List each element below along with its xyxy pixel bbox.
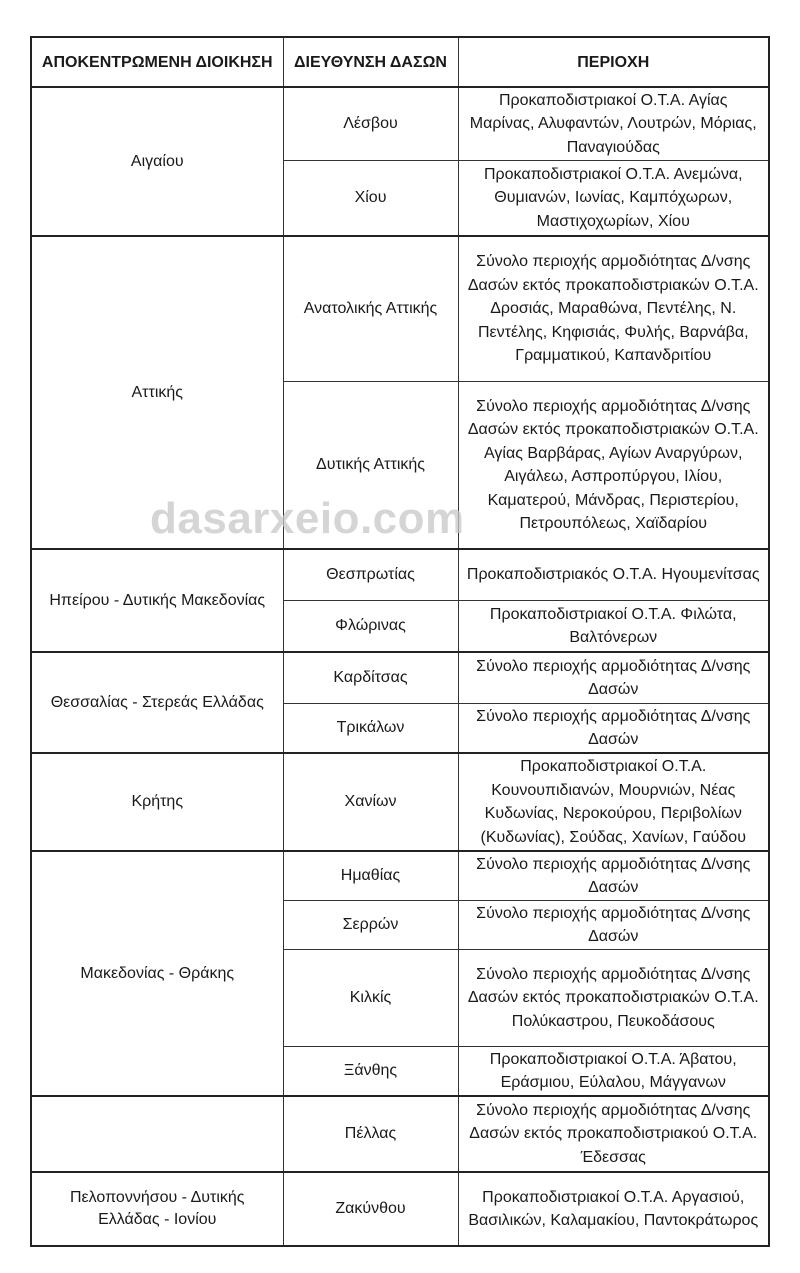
area-cell: Σύνολο περιοχής αρμοδιότητας Δ/νσης Δασών εκτός προκαποδιστριακού Ο.Τ.Α. Έδεσσας (458, 1096, 769, 1172)
header-row (31, 37, 769, 87)
forest-directorates-table (30, 36, 770, 1247)
directorate-cell: Ζακύνθου (283, 1172, 458, 1246)
table-row (31, 652, 769, 704)
directorate-cell: Τρικάλων (283, 704, 458, 754)
area-cell: Προκαποδιστριακοί Ο.Τ.Α. Φιλώτα, Βαλτόνερων (458, 601, 769, 653)
table-row (31, 549, 769, 601)
directorate-cell: Ημαθίας (283, 851, 458, 901)
admin-cell: Αιγαίου (31, 87, 283, 236)
directorate-cell: Θεσπρωτίας (283, 549, 458, 601)
directorate-cell: Δυτικής Αττικής (283, 382, 458, 550)
watermark: dasarxeio.com (150, 494, 465, 543)
table-body (31, 87, 769, 1246)
table-row (31, 851, 769, 901)
directorate-cell: Χίου (283, 161, 458, 237)
header-area: ΠΕΡΙΟΧΗ (458, 37, 769, 87)
area-cell: Σύνολο περιοχής αρμοδιότητας Δ/νσης Δασών (458, 851, 769, 901)
table-row (31, 1096, 769, 1172)
header-directorate: ΔΙΕΥΘΥΝΣΗ ΔΑΣΩΝ (283, 37, 458, 87)
area-cell: Προκαποδιστριακοί Ο.Τ.Α. Αγίας Μαρίνας, Αλυφαντών, Λουτρών, Μόριας, Παναγιούδας (458, 87, 769, 161)
header-admin: ΑΠΟΚΕΝΤΡΩΜΕΝΗ ΔΙΟΙΚΗΣΗ (31, 37, 283, 87)
admin-cell: Κρήτης (31, 753, 283, 851)
admin-cell: Πελοποννήσου - Δυτικής Ελλάδας - Ιονίου (31, 1172, 283, 1246)
area-cell: Σύνολο περιοχής αρμοδιότητας Δ/νσης Δασών (458, 704, 769, 754)
area-cell: Προκαποδιστριακός Ο.Τ.Α. Ηγουμενίτσας (458, 549, 769, 601)
directorate-cell: Καρδίτσας (283, 652, 458, 704)
admin-cell (31, 1096, 283, 1172)
admin-cell: Αττικής (31, 236, 283, 549)
directorate-cell: Φλώρινας (283, 601, 458, 653)
area-cell: Προκαποδιστριακοί Ο.Τ.Α. Αργασιού, Βασιλικών, Καλαμακίου, Παντοκράτωρος (458, 1172, 769, 1246)
area-cell: Σύνολο περιοχής αρμοδιότητας Δ/νσης Δασών εκτός προκαποδιστριακών Ο.Τ.Α. Δροσιάς, Μαραθώνα, Πεντέλης, Ν. Πεντέλης, Κηφισιάς, Φυλής, Βαρνάβα, Γραμματικού, Καπανδριτίου (458, 236, 769, 382)
directorate-cell: Ανατολικής Αττικής (283, 236, 458, 382)
table-row (31, 87, 769, 161)
directorate-cell: Ξάνθης (283, 1047, 458, 1097)
directorate-cell: Χανίων (283, 753, 458, 851)
area-cell: Προκαποδιστριακοί Ο.Τ.Α. Ανεμώνα, Θυμιανών, Ιωνίας, Καμπόχωρων, Μαστιχοχωρίων, Χίου (458, 161, 769, 237)
area-cell: Σύνολο περιοχής αρμοδιότητας Δ/νσης Δασών εκτός προκαποδιστριακών Ο.Τ.Α. Πολύκαστρου, Πευκοδάσους (458, 950, 769, 1047)
directorate-cell: Κιλκίς (283, 950, 458, 1047)
area-cell: Προκαποδιστριακοί Ο.Τ.Α. Άβατου, Εράσμιου, Εύλαλου, Μάγγανων (458, 1047, 769, 1097)
area-cell: Σύνολο περιοχής αρμοδιότητας Δ/νσης Δασών (458, 901, 769, 950)
admin-cell: Θεσσαλίας - Στερεάς Ελλάδας (31, 652, 283, 753)
admin-cell: Ηπείρου - Δυτικής Μακεδονίας (31, 549, 283, 652)
directorate-cell: Λέσβου (283, 87, 458, 161)
table-row (31, 753, 769, 851)
directorate-cell: Πέλλας (283, 1096, 458, 1172)
area-cell: Σύνολο περιοχής αρμοδιότητας Δ/νσης Δασών (458, 652, 769, 704)
table-row (31, 236, 769, 382)
admin-cell: Μακεδονίας - Θράκης (31, 851, 283, 1096)
area-cell: Σύνολο περιοχής αρμοδιότητας Δ/νσης Δασών εκτός προκαποδιστριακών Ο.Τ.Α. Αγίας Βαρβάρας, Αγίων Αναργύρων, Αιγάλεω, Ασπροπύργου, Ιλίου, Καματερού, Μάνδρας, Περιστερίου, Πετρουπόλεως, Χαϊδαρίου (458, 382, 769, 550)
directorate-cell: Σερρών (283, 901, 458, 950)
table-row (31, 1172, 769, 1246)
area-cell: Προκαποδιστριακοί Ο.Τ.Α. Κουνουπιδιανών, Μουρνιών, Νέας Κυδωνίας, Νεροκούρου, Περιβολίων (Κυδωνίας), Σούδας, Χανίων, Γαύδου (458, 753, 769, 851)
